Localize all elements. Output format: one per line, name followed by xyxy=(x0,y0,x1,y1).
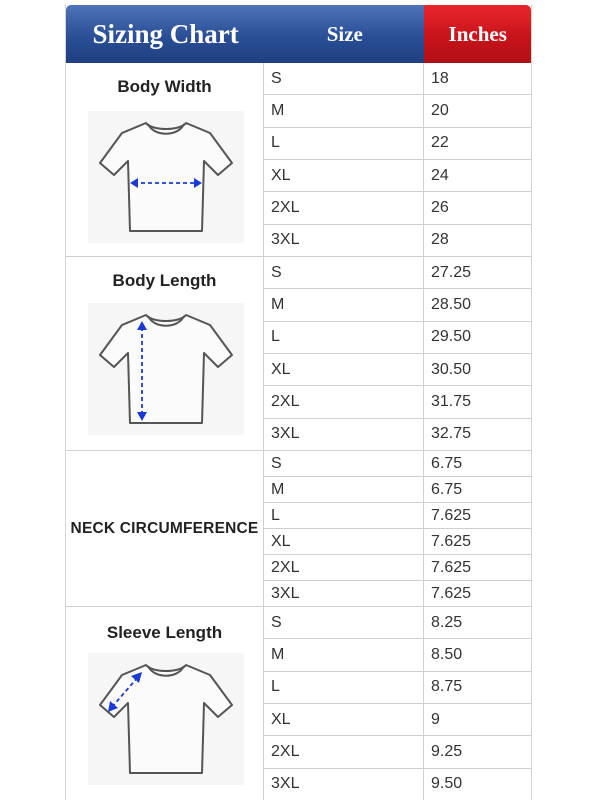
table-row xyxy=(264,477,531,503)
table-row xyxy=(264,160,531,192)
inches-cell: 27.25 xyxy=(431,263,472,281)
size-cell: L xyxy=(264,672,424,703)
section-label: Body Width xyxy=(117,77,212,96)
size-cell: M xyxy=(264,639,424,670)
table-row xyxy=(264,322,531,354)
inches-cell: 8.75 xyxy=(431,678,463,696)
size-column-header: Size xyxy=(265,5,424,63)
inches-cell: 29.50 xyxy=(431,328,472,346)
inches-cell: 18 xyxy=(431,69,449,87)
section-label-cell xyxy=(66,607,264,800)
chart-header xyxy=(66,5,531,63)
inches-cell: 24 xyxy=(431,166,449,184)
size-rows xyxy=(264,63,531,256)
table-row xyxy=(264,63,531,95)
table-row xyxy=(264,128,531,160)
inches-cell: 30.50 xyxy=(431,360,472,378)
table-row xyxy=(264,672,531,704)
inches-cell: 8.25 xyxy=(431,613,463,631)
size-cell: 3XL xyxy=(264,581,424,606)
table-row xyxy=(264,192,531,224)
section-body-width xyxy=(66,63,531,257)
table-row xyxy=(264,639,531,671)
size-cell: S xyxy=(264,63,424,94)
table-row xyxy=(264,607,531,639)
inches-cell: 7.625 xyxy=(431,532,472,550)
size-cell: M xyxy=(264,477,424,502)
tshirt-width-icon xyxy=(88,111,244,243)
table-row xyxy=(264,503,531,529)
size-cell: S xyxy=(264,451,424,476)
section-label-cell xyxy=(66,257,264,450)
size-cell: XL xyxy=(264,704,424,735)
table-row xyxy=(264,419,531,450)
inches-column-header: Inches xyxy=(424,5,531,63)
tshirt-length-icon xyxy=(88,303,244,435)
inches-cell: 9.50 xyxy=(431,775,463,793)
table-row xyxy=(264,704,531,736)
size-cell: 2XL xyxy=(264,555,424,580)
section-label-cell xyxy=(66,451,264,606)
inches-cell: 28.50 xyxy=(431,295,472,313)
inches-cell: 7.625 xyxy=(431,584,472,602)
table-row xyxy=(264,769,531,800)
table-row xyxy=(264,386,531,418)
section-label-cell xyxy=(66,63,264,256)
inches-cell: 20 xyxy=(431,101,449,119)
section-body-length xyxy=(66,257,531,451)
section-label: Sleeve Length xyxy=(106,623,223,642)
size-cell: XL xyxy=(264,354,424,385)
sizing-chart xyxy=(65,5,532,800)
size-cell: 3XL xyxy=(264,769,424,800)
section-neck-circumference xyxy=(66,451,531,607)
size-cell: 2XL xyxy=(264,386,424,417)
section-sleeve-length xyxy=(66,607,531,800)
inches-cell: 8.50 xyxy=(431,645,463,663)
inches-cell: 7.625 xyxy=(431,558,472,576)
size-cell: L xyxy=(264,128,424,159)
inches-cell: 28 xyxy=(431,231,449,249)
inches-cell: 9 xyxy=(431,710,440,728)
table-row xyxy=(264,529,531,555)
size-cell: 2XL xyxy=(264,736,424,767)
table-row xyxy=(264,555,531,581)
chart-title: Sizing Chart xyxy=(66,5,265,63)
size-rows xyxy=(264,451,531,606)
size-cell: M xyxy=(264,289,424,320)
section-label: NECK CIRCUMFERENCE xyxy=(70,519,259,537)
size-cell: 3XL xyxy=(264,225,424,256)
size-cell: 3XL xyxy=(264,419,424,450)
tshirt-sleeve-icon xyxy=(88,653,244,785)
inches-cell: 7.625 xyxy=(431,506,472,524)
inches-cell: 22 xyxy=(431,134,449,152)
size-cell: XL xyxy=(264,160,424,191)
inches-cell: 32.75 xyxy=(431,425,472,443)
size-rows xyxy=(264,607,531,800)
table-row xyxy=(264,354,531,386)
size-cell: S xyxy=(264,257,424,288)
size-rows xyxy=(264,257,531,450)
table-row xyxy=(264,581,531,606)
size-cell: 2XL xyxy=(264,192,424,223)
table-row xyxy=(264,736,531,768)
inches-cell: 9.25 xyxy=(431,742,463,760)
size-cell: M xyxy=(264,95,424,126)
section-label: Body Length xyxy=(112,271,217,290)
inches-cell: 31.75 xyxy=(431,392,472,410)
size-cell: L xyxy=(264,322,424,353)
size-cell: L xyxy=(264,503,424,528)
size-cell: XL xyxy=(264,529,424,554)
table-row xyxy=(264,257,531,289)
size-cell: S xyxy=(264,607,424,638)
inches-cell: 26 xyxy=(431,198,449,216)
inches-cell: 6.75 xyxy=(431,480,463,498)
table-row xyxy=(264,95,531,127)
inches-cell: 6.75 xyxy=(431,454,463,472)
table-row xyxy=(264,289,531,321)
table-row xyxy=(264,451,531,477)
table-row xyxy=(264,225,531,256)
